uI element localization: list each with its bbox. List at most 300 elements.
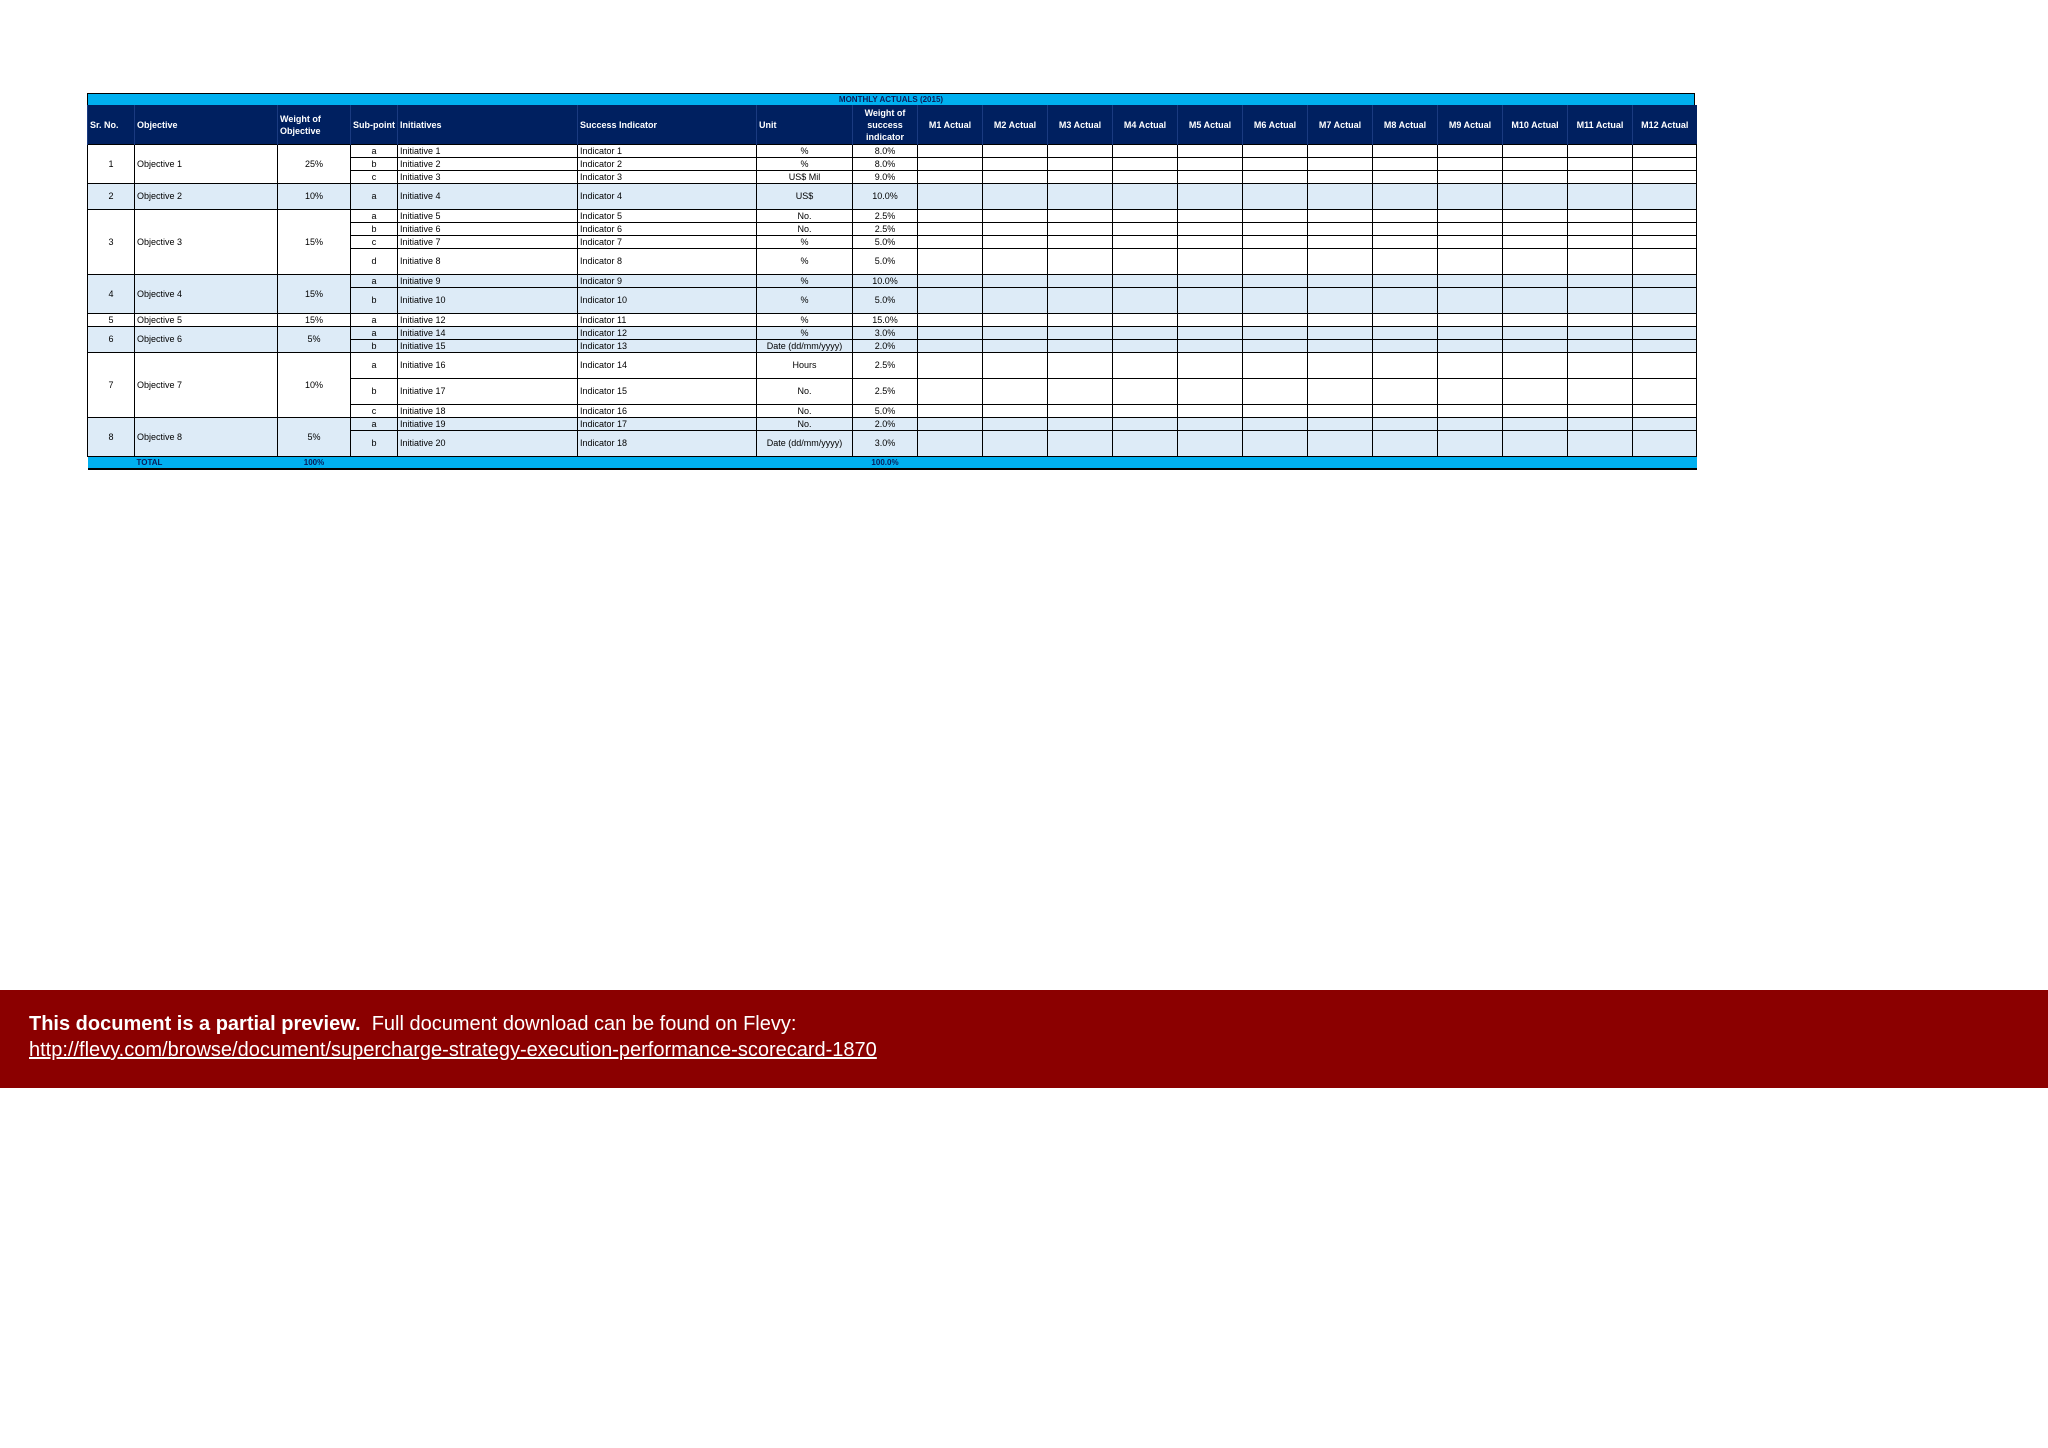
- month-actual-cell[interactable]: [1308, 171, 1373, 184]
- objective-weight-cell: 10%: [278, 353, 351, 418]
- month-actual-cell[interactable]: [918, 340, 983, 353]
- month-actual-cell[interactable]: [918, 158, 983, 171]
- month-actual-cell[interactable]: [1243, 145, 1308, 158]
- month-actual-cell[interactable]: [1373, 145, 1438, 158]
- month-actual-cell[interactable]: [1113, 223, 1178, 236]
- month-actual-cell[interactable]: [1048, 340, 1113, 353]
- indicator-weight-cell: 5.0%: [853, 236, 918, 249]
- month-actual-cell[interactable]: [1568, 184, 1633, 210]
- month-actual-cell[interactable]: [1633, 353, 1697, 379]
- month-actual-cell[interactable]: [1113, 340, 1178, 353]
- month-actual-cell[interactable]: [1113, 379, 1178, 405]
- unit-cell: %: [757, 275, 853, 288]
- month-actual-cell[interactable]: [1438, 158, 1503, 171]
- indicator-cell: Indicator 9: [578, 275, 757, 288]
- header-m2: M2 Actual: [983, 105, 1048, 145]
- sub-point-cell: b: [351, 288, 398, 314]
- month-actual-cell[interactable]: [1048, 249, 1113, 275]
- month-actual-cell[interactable]: [1308, 145, 1373, 158]
- month-actual-cell[interactable]: [1438, 288, 1503, 314]
- month-actual-cell[interactable]: [1373, 158, 1438, 171]
- month-actual-cell[interactable]: [1438, 353, 1503, 379]
- month-actual-cell[interactable]: [1373, 171, 1438, 184]
- objective-weight-cell: 15%: [278, 314, 351, 327]
- month-actual-cell[interactable]: [983, 158, 1048, 171]
- indicator-weight-cell: 9.0%: [853, 171, 918, 184]
- sr-no-cell: 3: [88, 210, 135, 275]
- header-sr-no: Sr. No.: [88, 105, 135, 145]
- month-actual-cell[interactable]: [1373, 353, 1438, 379]
- sub-point-cell: a: [351, 184, 398, 210]
- month-actual-cell[interactable]: [983, 314, 1048, 327]
- month-actual-cell[interactable]: [1438, 184, 1503, 210]
- month-actual-cell[interactable]: [1243, 405, 1308, 418]
- month-actual-cell[interactable]: [1113, 327, 1178, 340]
- month-actual-cell[interactable]: [1048, 223, 1113, 236]
- month-actual-cell[interactable]: [1438, 210, 1503, 223]
- month-actual-cell[interactable]: [1113, 249, 1178, 275]
- month-actual-cell[interactable]: [1048, 418, 1113, 431]
- month-actual-cell[interactable]: [1178, 171, 1243, 184]
- month-actual-cell[interactable]: [918, 327, 983, 340]
- month-actual-cell[interactable]: [1178, 223, 1243, 236]
- month-actual-cell[interactable]: [1503, 275, 1568, 288]
- month-actual-cell[interactable]: [1308, 327, 1373, 340]
- month-actual-cell[interactable]: [1633, 210, 1697, 223]
- initiative-cell: Initiative 8: [398, 249, 578, 275]
- month-actual-cell[interactable]: [1308, 210, 1373, 223]
- month-actual-cell[interactable]: [1503, 418, 1568, 431]
- month-actual-cell[interactable]: [1503, 210, 1568, 223]
- sr-no-cell: 6: [88, 327, 135, 353]
- month-actual-cell[interactable]: [1113, 353, 1178, 379]
- preview-notice: [29, 1013, 796, 1036]
- month-actual-cell[interactable]: [1308, 405, 1373, 418]
- indicator-weight-cell: 5.0%: [853, 405, 918, 418]
- sub-point-cell: a: [351, 210, 398, 223]
- month-actual-cell[interactable]: [1633, 145, 1697, 158]
- preview-notice-bold: This document is a partial preview.: [29, 1013, 361, 1035]
- month-actual-cell[interactable]: [1048, 353, 1113, 379]
- indicator-weight-cell: 2.5%: [853, 353, 918, 379]
- month-actual-cell[interactable]: [1633, 327, 1697, 340]
- month-actual-cell[interactable]: [1373, 236, 1438, 249]
- month-actual-cell[interactable]: [1048, 210, 1113, 223]
- month-actual-cell[interactable]: [1568, 275, 1633, 288]
- month-actual-cell[interactable]: [1243, 353, 1308, 379]
- month-actual-cell[interactable]: [1568, 223, 1633, 236]
- month-actual-cell[interactable]: [1438, 379, 1503, 405]
- month-actual-cell[interactable]: [983, 418, 1048, 431]
- month-actual-cell[interactable]: [918, 431, 983, 457]
- month-actual-cell[interactable]: [1568, 249, 1633, 275]
- month-actual-cell[interactable]: [1503, 145, 1568, 158]
- table-row: [88, 353, 1697, 379]
- month-actual-cell[interactable]: [1178, 275, 1243, 288]
- month-actual-cell[interactable]: [1178, 288, 1243, 314]
- month-actual-cell[interactable]: [1243, 158, 1308, 171]
- month-actual-cell[interactable]: [1243, 184, 1308, 210]
- month-actual-cell[interactable]: [1503, 184, 1568, 210]
- month-actual-cell[interactable]: [1373, 314, 1438, 327]
- table-row: [88, 210, 1697, 223]
- month-actual-cell[interactable]: [1113, 145, 1178, 158]
- month-actual-cell[interactable]: [1113, 236, 1178, 249]
- total-indicator: [578, 457, 757, 470]
- total-initiative: [398, 457, 578, 470]
- month-actual-cell[interactable]: [918, 353, 983, 379]
- month-actual-cell[interactable]: [1568, 158, 1633, 171]
- month-actual-cell[interactable]: [1048, 184, 1113, 210]
- month-actual-cell[interactable]: [1568, 418, 1633, 431]
- month-actual-cell[interactable]: [1633, 405, 1697, 418]
- table-row: [88, 275, 1697, 288]
- month-actual-cell[interactable]: [1113, 171, 1178, 184]
- month-actual-cell[interactable]: [918, 314, 983, 327]
- month-actual-cell[interactable]: [1568, 288, 1633, 314]
- month-actual-cell[interactable]: [983, 223, 1048, 236]
- month-actual-cell[interactable]: [1048, 158, 1113, 171]
- month-actual-cell[interactable]: [983, 210, 1048, 223]
- sub-point-cell: a: [351, 327, 398, 340]
- header-m6: M6 Actual: [1243, 105, 1308, 145]
- month-actual-cell[interactable]: [1633, 184, 1697, 210]
- month-actual-cell[interactable]: [1243, 379, 1308, 405]
- month-actual-cell[interactable]: [1503, 158, 1568, 171]
- month-actual-cell[interactable]: [1633, 275, 1697, 288]
- unit-cell: %: [757, 327, 853, 340]
- indicator-cell: Indicator 1: [578, 145, 757, 158]
- month-actual-cell[interactable]: [1113, 275, 1178, 288]
- month-actual-cell[interactable]: [1178, 340, 1243, 353]
- month-actual-cell[interactable]: [1633, 288, 1697, 314]
- header-m5: M5 Actual: [1178, 105, 1243, 145]
- sub-point-cell: b: [351, 431, 398, 457]
- preview-banner: [0, 990, 2048, 1088]
- month-actual-cell[interactable]: [1048, 275, 1113, 288]
- month-actual-cell[interactable]: [1243, 314, 1308, 327]
- month-actual-cell[interactable]: [1633, 249, 1697, 275]
- month-actual-cell[interactable]: [1438, 418, 1503, 431]
- month-actual-cell[interactable]: [1308, 431, 1373, 457]
- month-actual-cell[interactable]: [983, 327, 1048, 340]
- month-actual-cell[interactable]: [1308, 158, 1373, 171]
- indicator-cell: Indicator 7: [578, 236, 757, 249]
- month-actual-cell[interactable]: [1503, 223, 1568, 236]
- month-actual-cell[interactable]: [1503, 431, 1568, 457]
- month-actual-cell[interactable]: [1243, 431, 1308, 457]
- month-actual-cell[interactable]: [918, 379, 983, 405]
- month-actual-cell[interactable]: [1113, 314, 1178, 327]
- month-actual-cell[interactable]: [983, 275, 1048, 288]
- month-actual-cell[interactable]: [1503, 340, 1568, 353]
- month-actual-cell[interactable]: [918, 210, 983, 223]
- month-actual-cell[interactable]: [1438, 171, 1503, 184]
- sub-point-cell: a: [351, 353, 398, 379]
- month-actual-cell[interactable]: [1373, 340, 1438, 353]
- month-actual-cell[interactable]: [918, 223, 983, 236]
- initiative-cell: Initiative 7: [398, 236, 578, 249]
- month-actual-cell[interactable]: [1373, 327, 1438, 340]
- month-actual-cell[interactable]: [1113, 158, 1178, 171]
- indicator-cell: Indicator 12: [578, 327, 757, 340]
- month-actual-cell[interactable]: [1373, 379, 1438, 405]
- month-actual-cell[interactable]: [1113, 288, 1178, 314]
- month-actual-cell[interactable]: [1633, 236, 1697, 249]
- month-actual-cell[interactable]: [1308, 379, 1373, 405]
- month-actual-cell[interactable]: [1048, 171, 1113, 184]
- month-actual-cell[interactable]: [1438, 327, 1503, 340]
- month-actual-cell[interactable]: [1438, 340, 1503, 353]
- month-actual-cell[interactable]: [1243, 275, 1308, 288]
- month-actual-cell[interactable]: [1308, 353, 1373, 379]
- initiative-cell: Initiative 12: [398, 314, 578, 327]
- sub-point-cell: d: [351, 249, 398, 275]
- month-actual-cell[interactable]: [1243, 418, 1308, 431]
- month-actual-cell[interactable]: [1048, 288, 1113, 314]
- month-actual-cell[interactable]: [1178, 379, 1243, 405]
- month-actual-cell[interactable]: [918, 275, 983, 288]
- month-actual-cell[interactable]: [1633, 379, 1697, 405]
- initiative-cell: Initiative 17: [398, 379, 578, 405]
- month-actual-cell[interactable]: [1178, 236, 1243, 249]
- total-sr: [88, 457, 135, 470]
- month-actual-cell[interactable]: [983, 340, 1048, 353]
- month-actual-cell[interactable]: [918, 184, 983, 210]
- header-m4: M4 Actual: [1113, 105, 1178, 145]
- month-actual-cell[interactable]: [1308, 314, 1373, 327]
- month-actual-cell[interactable]: [1048, 236, 1113, 249]
- month-actual-cell[interactable]: [918, 145, 983, 158]
- month-actual-cell[interactable]: [983, 379, 1048, 405]
- flevy-download-link[interactable]: http://flevy.com/browse/document/supercharge-strategy-execution-performance-scorecard-1870: [29, 1039, 877, 1061]
- month-actual-cell[interactable]: [1113, 418, 1178, 431]
- month-actual-cell[interactable]: [1048, 327, 1113, 340]
- month-actual-cell[interactable]: [1373, 275, 1438, 288]
- month-actual-cell[interactable]: [1503, 353, 1568, 379]
- month-actual-cell[interactable]: [1373, 405, 1438, 418]
- month-actual-cell[interactable]: [1633, 431, 1697, 457]
- month-actual-cell[interactable]: [1568, 171, 1633, 184]
- month-actual-cell[interactable]: [1633, 418, 1697, 431]
- month-actual-cell[interactable]: [1568, 236, 1633, 249]
- month-actual-cell[interactable]: [1503, 171, 1568, 184]
- month-actual-cell[interactable]: [1048, 405, 1113, 418]
- month-actual-cell[interactable]: [1243, 210, 1308, 223]
- month-actual-cell[interactable]: [983, 405, 1048, 418]
- month-actual-cell[interactable]: [1113, 210, 1178, 223]
- sr-no-cell: 1: [88, 145, 135, 184]
- month-actual-cell[interactable]: [1308, 275, 1373, 288]
- month-actual-cell[interactable]: [1178, 184, 1243, 210]
- month-actual-cell[interactable]: [1503, 327, 1568, 340]
- month-actual-cell[interactable]: [1633, 171, 1697, 184]
- indicator-weight-cell: 10.0%: [853, 275, 918, 288]
- sub-point-cell: a: [351, 314, 398, 327]
- month-actual-cell[interactable]: [1243, 236, 1308, 249]
- month-actual-cell[interactable]: [1048, 314, 1113, 327]
- month-actual-cell[interactable]: [1113, 184, 1178, 210]
- month-actual-cell[interactable]: [1503, 314, 1568, 327]
- month-actual-cell[interactable]: [1308, 223, 1373, 236]
- initiative-cell: Initiative 16: [398, 353, 578, 379]
- total-indicator-weight: 100.0%: [853, 457, 918, 470]
- objective-cell: Objective 6: [135, 327, 278, 353]
- month-actual-cell[interactable]: [983, 431, 1048, 457]
- month-actual-cell[interactable]: [983, 353, 1048, 379]
- month-actual-cell[interactable]: [1113, 405, 1178, 418]
- month-actual-cell[interactable]: [1503, 379, 1568, 405]
- month-actual-cell[interactable]: [1503, 288, 1568, 314]
- month-actual-cell[interactable]: [1243, 327, 1308, 340]
- month-actual-cell[interactable]: [1438, 275, 1503, 288]
- month-actual-cell[interactable]: [1178, 418, 1243, 431]
- month-actual-cell[interactable]: [1048, 431, 1113, 457]
- sub-point-cell: c: [351, 405, 398, 418]
- month-actual-cell[interactable]: [1438, 223, 1503, 236]
- month-actual-cell[interactable]: [1178, 327, 1243, 340]
- month-actual-cell[interactable]: [918, 236, 983, 249]
- month-actual-cell[interactable]: [918, 418, 983, 431]
- header-initiatives: Initiatives: [398, 105, 578, 145]
- indicator-weight-cell: 8.0%: [853, 158, 918, 171]
- month-actual-cell[interactable]: [1373, 210, 1438, 223]
- table-row: [88, 314, 1697, 327]
- month-actual-cell[interactable]: [1178, 145, 1243, 158]
- table-row: [88, 327, 1697, 340]
- month-actual-cell[interactable]: [1178, 249, 1243, 275]
- header-m12: M12 Actual: [1633, 105, 1697, 145]
- indicator-weight-cell: 2.0%: [853, 340, 918, 353]
- month-actual-cell[interactable]: [983, 249, 1048, 275]
- month-actual-cell[interactable]: [1568, 431, 1633, 457]
- month-actual-cell[interactable]: [1568, 353, 1633, 379]
- month-actual-cell[interactable]: [1503, 405, 1568, 418]
- month-actual-cell[interactable]: [1373, 418, 1438, 431]
- objective-cell: Objective 2: [135, 184, 278, 210]
- scorecard-sheet: [87, 93, 1695, 470]
- month-actual-cell[interactable]: [918, 171, 983, 184]
- initiative-cell: Initiative 6: [398, 223, 578, 236]
- month-actual-cell[interactable]: [1243, 288, 1308, 314]
- month-actual-cell[interactable]: [983, 236, 1048, 249]
- objective-cell: Objective 5: [135, 314, 278, 327]
- month-actual-cell[interactable]: [1568, 340, 1633, 353]
- header-m9: M9 Actual: [1438, 105, 1503, 145]
- initiative-cell: Initiative 9: [398, 275, 578, 288]
- month-actual-cell[interactable]: [1633, 223, 1697, 236]
- month-actual-cell[interactable]: [918, 288, 983, 314]
- header-weight-objective: Weight of Objective: [278, 105, 351, 145]
- month-actual-cell[interactable]: [983, 145, 1048, 158]
- month-actual-cell[interactable]: [1308, 288, 1373, 314]
- month-actual-cell[interactable]: [1568, 379, 1633, 405]
- month-actual-cell[interactable]: [1503, 236, 1568, 249]
- sheet-title: MONTHLY ACTUALS (2015): [87, 93, 1695, 105]
- month-actual-cell[interactable]: [1438, 314, 1503, 327]
- month-actual-cell[interactable]: [1308, 184, 1373, 210]
- month-actual-cell[interactable]: [1308, 418, 1373, 431]
- month-actual-cell[interactable]: [1308, 236, 1373, 249]
- header-success-indicator: Success Indicator: [578, 105, 757, 145]
- sub-point-cell: a: [351, 145, 398, 158]
- month-actual-cell[interactable]: [1633, 158, 1697, 171]
- unit-cell: US$ Mil: [757, 171, 853, 184]
- indicator-weight-cell: 8.0%: [853, 145, 918, 158]
- indicator-weight-cell: 2.0%: [853, 418, 918, 431]
- month-actual-cell[interactable]: [1048, 379, 1113, 405]
- month-actual-cell[interactable]: [1568, 314, 1633, 327]
- month-actual-cell[interactable]: [1243, 223, 1308, 236]
- month-actual-cell[interactable]: [1113, 431, 1178, 457]
- month-actual-cell[interactable]: [1438, 145, 1503, 158]
- month-actual-cell[interactable]: [983, 184, 1048, 210]
- month-actual-cell[interactable]: [1373, 288, 1438, 314]
- sr-no-cell: 5: [88, 314, 135, 327]
- month-actual-cell[interactable]: [1178, 314, 1243, 327]
- month-actual-cell[interactable]: [1373, 223, 1438, 236]
- month-actual-cell[interactable]: [1568, 405, 1633, 418]
- initiative-cell: Initiative 5: [398, 210, 578, 223]
- initiative-cell: Initiative 18: [398, 405, 578, 418]
- month-actual-cell[interactable]: [1568, 210, 1633, 223]
- sr-no-cell: 8: [88, 418, 135, 457]
- total-sub: [351, 457, 398, 470]
- header-row: [88, 105, 1697, 145]
- month-actual-cell[interactable]: [1178, 210, 1243, 223]
- month-actual-cell[interactable]: [1178, 431, 1243, 457]
- header-objective: Objective: [135, 105, 278, 145]
- month-actual-cell[interactable]: [1048, 145, 1113, 158]
- month-actual-cell[interactable]: [918, 405, 983, 418]
- month-actual-cell[interactable]: [983, 288, 1048, 314]
- month-actual-cell[interactable]: [1243, 340, 1308, 353]
- indicator-weight-cell: 3.0%: [853, 431, 918, 457]
- month-actual-cell[interactable]: [1308, 340, 1373, 353]
- sr-no-cell: 4: [88, 275, 135, 314]
- month-actual-cell[interactable]: [918, 249, 983, 275]
- objective-weight-cell: 5%: [278, 418, 351, 457]
- month-actual-cell[interactable]: [1243, 249, 1308, 275]
- header-m7: M7 Actual: [1308, 105, 1373, 145]
- unit-cell: Date (dd/mm/yyyy): [757, 431, 853, 457]
- month-actual-cell[interactable]: [1568, 145, 1633, 158]
- month-actual-cell[interactable]: [1373, 431, 1438, 457]
- unit-cell: %: [757, 288, 853, 314]
- month-actual-cell[interactable]: [1438, 431, 1503, 457]
- month-actual-cell[interactable]: [1633, 340, 1697, 353]
- month-actual-cell[interactable]: [1373, 249, 1438, 275]
- month-actual-cell[interactable]: [1438, 236, 1503, 249]
- header-m1: M1 Actual: [918, 105, 983, 145]
- month-actual-cell[interactable]: [1503, 249, 1568, 275]
- indicator-weight-cell: 2.5%: [853, 379, 918, 405]
- indicator-cell: Indicator 16: [578, 405, 757, 418]
- month-actual-cell[interactable]: [1633, 314, 1697, 327]
- month-actual-cell[interactable]: [1178, 405, 1243, 418]
- month-actual-cell[interactable]: [1568, 327, 1633, 340]
- indicator-cell: Indicator 5: [578, 210, 757, 223]
- month-actual-cell[interactable]: [1243, 171, 1308, 184]
- month-actual-cell[interactable]: [1308, 249, 1373, 275]
- unit-cell: %: [757, 158, 853, 171]
- month-actual-cell[interactable]: [983, 171, 1048, 184]
- month-actual-cell[interactable]: [1373, 184, 1438, 210]
- month-actual-cell[interactable]: [1438, 405, 1503, 418]
- month-actual-cell[interactable]: [1178, 353, 1243, 379]
- month-actual-cell[interactable]: [1438, 249, 1503, 275]
- month-actual-cell[interactable]: [1178, 158, 1243, 171]
